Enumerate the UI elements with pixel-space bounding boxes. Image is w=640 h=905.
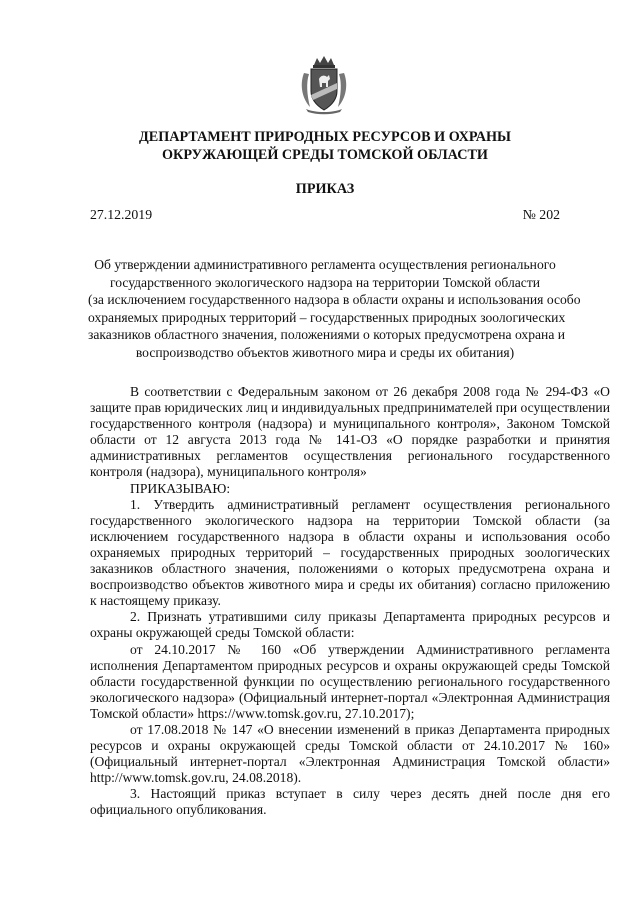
- order-date: 27.12.2019: [90, 207, 153, 222]
- department-title: [90, 128, 560, 164]
- coat-of-arms-icon: [298, 55, 350, 115]
- tomsk-region-coat-of-arms: [298, 55, 350, 115]
- order-item-3: 3. Настоящий приказ вступает в силу через десять дней после дня его официального опубликования.: [90, 786, 610, 818]
- document-type: ПРИКАЗ: [295, 181, 355, 197]
- subject-line: заказников областного значения, положениями о которых предусмотрена охрана и: [88, 327, 566, 343]
- subject-line: Об утверждении административного регламента осуществления регионального: [94, 257, 556, 272]
- preamble-paragraph: В соответствии с Федеральным законом от 26 декабря 2008 года № 294-ФЗ «О защите прав юридических лиц и индивидуальных предпринимателей при осуществлении государственного контроля (надзора) и муниципального контроля», Законом Томской области от 12 августа 2013 года № 141-ОЗ «О порядке разработки и принятия административных регламентов осуществления регионального государственного контроля (надзора), муниципального контроля»: [90, 384, 610, 480]
- department-title-line1: ДЕПАРТАМЕНТ ПРИРОДНЫХ РЕСУРСОВ И ОХРАНЫ: [139, 129, 511, 145]
- order-command: ПРИКАЗЫВАЮ:: [130, 480, 231, 496]
- order-number: № 202: [522, 207, 560, 222]
- subject-line: воспроизводство объектов животного мира и среды их обитания): [135, 344, 515, 360]
- department-title-line2: ОКРУЖАЮЩЕЙ СРЕДЫ ТОМСКОЙ ОБЛАСТИ: [162, 147, 488, 163]
- order-body: [90, 384, 610, 819]
- order-subject: [88, 256, 581, 362]
- order-item-2-repealed-a: от 24.10.2017 № 160 «Об утверждении Административного регламента исполнения Департаментом природных ресурсов и охраны окружающей среды Томской области государственной функции по осуществлению регионального государственного экологического надзора» (Официальный интернет-портал «Электронная Администрация Томской области» https://www.tomsk.gov.ru, 27.10.2017);: [90, 641, 610, 721]
- order-item-2-repealed-b: от 17.08.2018 № 147 «О внесении изменений в приказ Департамента природных ресурсов и охраны окружающей среды Томской области от 24.10.2017 № 160» (Официальный интернет-портал «Электронная Администрация Томской области» http://www.tomsk.gov.ru, 24.08.2018).: [90, 721, 610, 786]
- subject-line: охраняемых природных территорий – государственных природных зоологических: [88, 309, 566, 325]
- subject-line: (за исключением государственного надзора в области охраны и использования особо: [88, 292, 581, 308]
- order-item-2: 2. Признать утратившими силу приказы Департамента природных ресурсов и охраны окружающей среды Томской области:: [90, 609, 610, 641]
- order-item-1: 1. Утвердить административный регламент осуществления регионального государственного экологического надзора на территории Томской области (за исключением государственного надзора в области охраны и использования особо охраняемых природных территорий – государственных природных зоологических заказников областного значения, положениями о которых предусмотрена охрана и воспроизводство объектов животного мира и среды их обитания) согласно приложению к настоящему приказу.: [90, 496, 610, 609]
- subject-line: государственного экологического надзора на территории Томской области: [109, 274, 541, 290]
